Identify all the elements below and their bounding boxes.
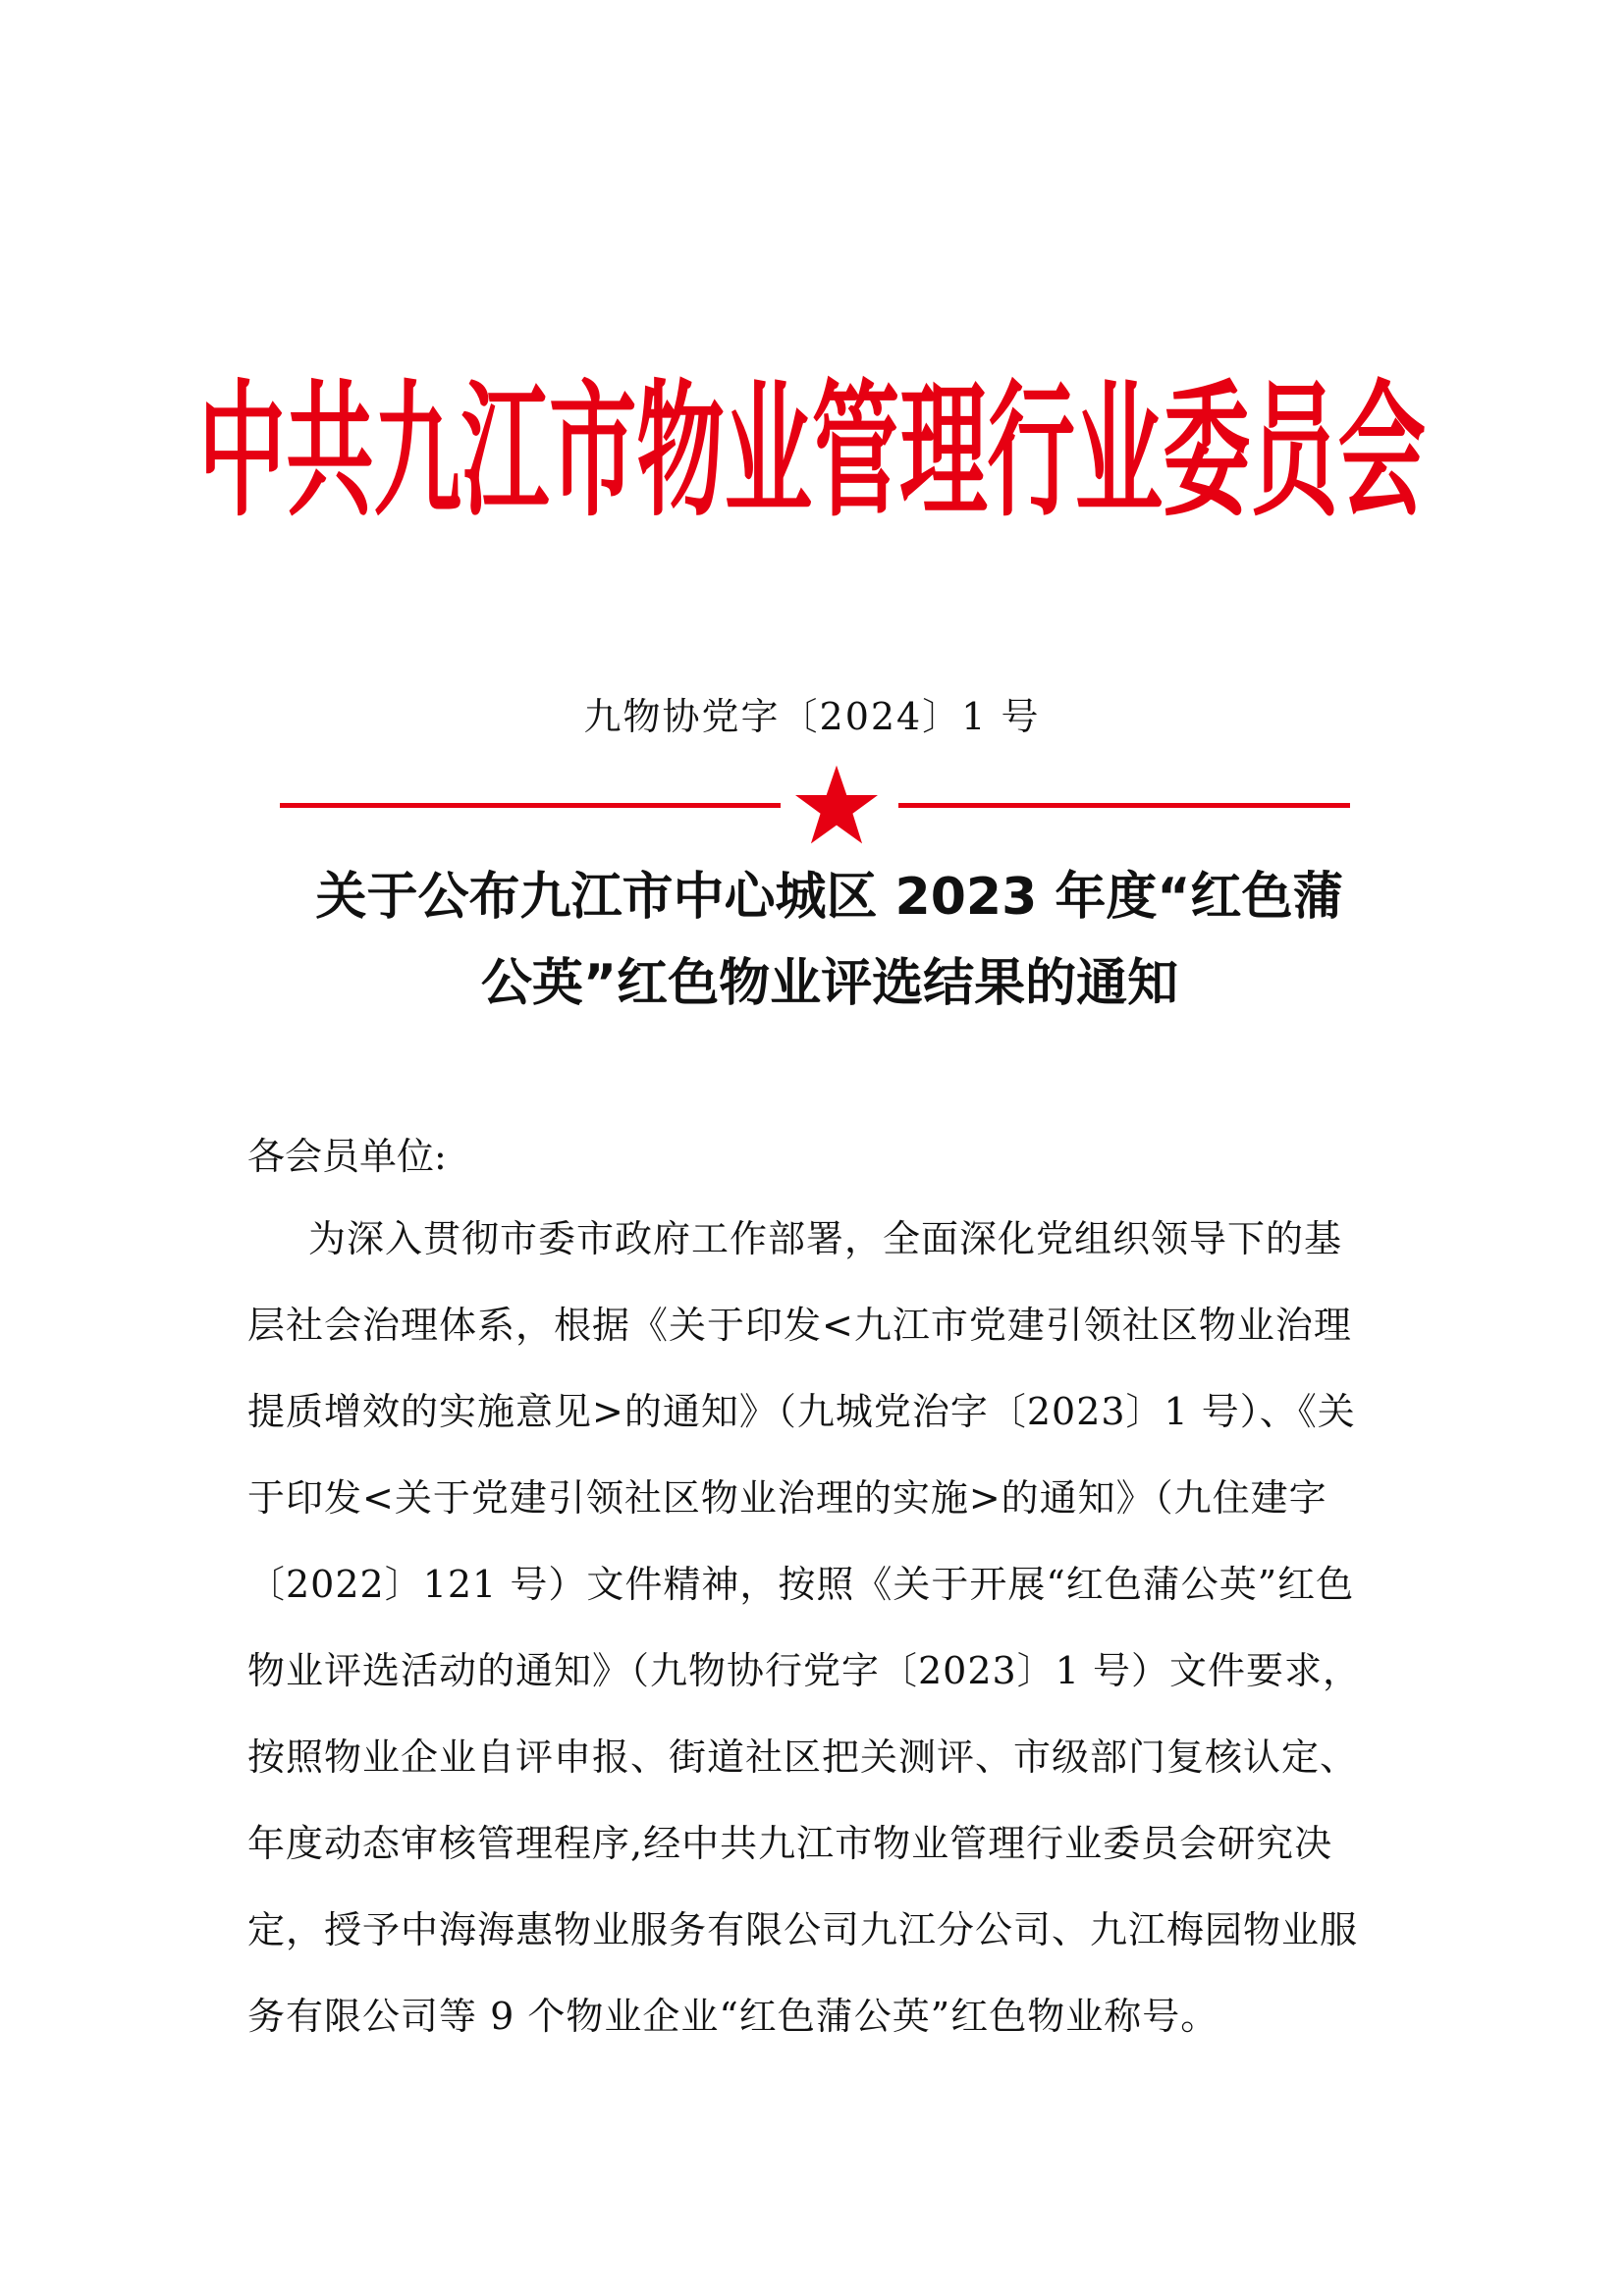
body-line: 〔2022〕121 号）文件精神，按照《关于开展“红色蒲公英”红色: [247, 1563, 1355, 1606]
document-number: 九物协党字〔2024〕1 号: [583, 695, 1041, 738]
notice-title-line-2: 公英”红色物业评选结果的通知: [480, 954, 1179, 1013]
body-line: 年度动态审核管理程序,经中共九江市物业管理行业委员会研究决: [247, 1822, 1333, 1865]
body-line: 物业评选活动的通知》（九物协行党字〔2023〕1 号）文件要求，: [247, 1649, 1361, 1692]
body-line: 务有限公司等 9 个物业企业“红色蒲公英”红色物业称号。: [247, 1995, 1219, 2038]
body-line: 于印发<关于党建引领社区物业治理的实施>的通知》（九住建字: [247, 1476, 1327, 1520]
salutation: 各会员单位:: [247, 1135, 447, 1178]
red-divider: [280, 785, 1350, 825]
body-line: 提质增效的实施意见>的通知》（九城党治字〔2023〕1 号）、《关: [247, 1390, 1356, 1433]
divider-line-left: [280, 803, 781, 808]
body-text: [247, 1209, 1406, 2073]
masthead-organization: [0, 363, 1624, 540]
star-icon: [793, 764, 880, 846]
body-line: 层社会治理体系，根据《关于印发<九江市党建引领社区物业治理: [247, 1304, 1352, 1347]
body-line: 定，授予中海海惠物业服务有限公司九江分公司、九江梅园物业服: [247, 1908, 1359, 1951]
notice-title-line-1: 关于公布九江市中心城区 2023 年度“红色蒲: [315, 868, 1344, 927]
body-line: 为深入贯彻市委市政府工作部署，全面深化党组织领导下的基: [308, 1217, 1343, 1260]
notice-title: [245, 854, 1414, 1027]
masthead-text: 中共九江市物业管理行业委员会: [198, 366, 1426, 537]
body-line: 按照物业企业自评申报、街道社区把关测评、市级部门复核认定、: [247, 1735, 1359, 1779]
divider-line-right: [898, 803, 1350, 808]
